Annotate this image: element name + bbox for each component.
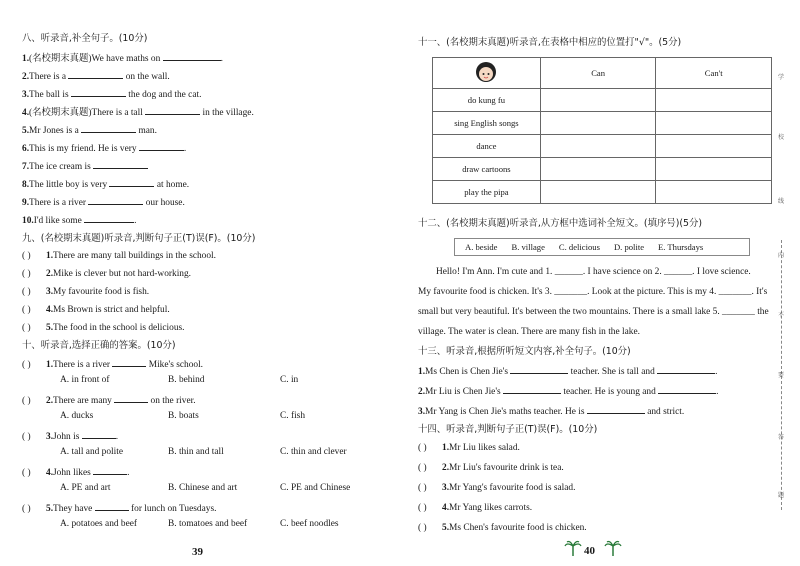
word-box (454, 238, 750, 256)
item-text-pre: Mr Liu is Chen Jie's (425, 387, 504, 397)
answer-blank[interactable] (587, 404, 645, 414)
item-text-post: man. (136, 126, 157, 136)
can-check-cell[interactable] (540, 112, 656, 135)
period: . (716, 387, 719, 397)
word-option: E. Thursdays (658, 242, 704, 252)
item-text-post: . (220, 54, 223, 64)
option-c: C. fish (280, 411, 306, 421)
item-number: 6. (22, 144, 30, 154)
item-number: 5. (46, 504, 54, 514)
choice-item (22, 357, 203, 371)
option-c: C. PE and Chinese (280, 483, 351, 493)
item-text-pre: The ice cream is (29, 162, 94, 172)
item-text: The food in the school is delicious. (53, 323, 185, 333)
option-b: B. behind (168, 375, 205, 385)
item-text-pre: The little boy is very (29, 180, 110, 190)
item-text-pre: There is a river (53, 360, 113, 370)
section-10-title: 十、听录音,选择正确的答案。(10分) (22, 340, 176, 351)
cant-check-cell[interactable] (656, 158, 772, 181)
item-text-pre: Ms Chen is Chen Jie's (425, 367, 511, 377)
answer-blank[interactable] (95, 501, 129, 511)
section-11-title: 十一、(名校期末真题)听录音,在表格中相应的位置打"√"。(5分) (418, 37, 682, 48)
item-number: 1. (442, 443, 450, 453)
fill-item (22, 123, 157, 137)
answer-blank[interactable] (657, 364, 715, 374)
item-text-post: . (183, 144, 187, 154)
section-14-title: 十四、听录音,判断句子正(T)误(F)。(10分) (418, 424, 598, 435)
judge-item (22, 322, 185, 334)
item-number: 5. (46, 323, 54, 333)
answer-paren[interactable]: ( ) (22, 504, 31, 514)
margin-label: 题 (778, 492, 785, 499)
item-text-post: teacher. She is tall and (568, 367, 658, 377)
option-a: A. potatoes and beef (60, 519, 138, 529)
judge-item (418, 442, 520, 454)
avatar-cell (433, 58, 541, 89)
item-text-post: on the river. (148, 396, 196, 406)
answer-blank[interactable] (114, 393, 148, 403)
cant-check-cell[interactable] (656, 89, 772, 112)
fill-item (22, 51, 223, 65)
judge-item (418, 482, 575, 494)
item-number: 4. (46, 468, 54, 478)
period: . (715, 367, 718, 377)
item-number: 4. (442, 503, 450, 513)
can-check-cell[interactable] (540, 135, 656, 158)
fill-item (22, 87, 201, 101)
answer-paren[interactable]: ( ) (418, 503, 427, 513)
item-text-post: at home. (154, 180, 190, 190)
margin-label: 内 (778, 252, 785, 259)
item-text-pre: (名校期末真题)We have maths on (29, 54, 163, 64)
item-number: 4. (46, 305, 54, 315)
answer-blank[interactable] (88, 195, 143, 205)
answer-blank[interactable] (163, 51, 221, 61)
section-9-title: 九、(名校期末真题)听录音,判断句子正(T)误(F)。(10分) (22, 233, 256, 244)
answer-blank[interactable] (68, 69, 123, 79)
answer-paren[interactable]: ( ) (22, 360, 31, 370)
page-number-left: 39 (192, 546, 203, 558)
fill-item (22, 159, 148, 173)
answer-blank[interactable] (71, 87, 126, 97)
passage-line: small but very beautiful. It's between the two mountains. There is a small lake 5. _______ the (418, 307, 769, 317)
answer-paren[interactable]: ( ) (22, 287, 31, 297)
choice-item (22, 429, 118, 443)
option-c: C. beef noodles (280, 519, 339, 529)
choice-item (22, 465, 129, 479)
cant-check-cell[interactable] (656, 112, 772, 135)
section-12-title: 十二、(名校期末真题)听录音,从方框中选词补全短文。(填序号)(5分) (418, 218, 703, 229)
item-number: 1. (418, 367, 426, 377)
item-text-pre: The ball is (29, 90, 71, 100)
passage-line: My favourite food is chicken. It's 3. _______. Look at the picture. This is my 4. _______. It's (418, 287, 768, 297)
item-number: 4. (22, 108, 30, 118)
answer-paren[interactable]: ( ) (22, 251, 31, 261)
passage-line: Hello! I'm Ann. I'm cute and 1. ______. I have science on 2. ______. I love science. (436, 267, 751, 277)
item-number: 7. (22, 162, 30, 172)
activity-cell: draw cartoons (433, 158, 541, 181)
answer-blank[interactable] (139, 141, 184, 151)
judge-item (22, 304, 170, 316)
answer-blank[interactable] (84, 213, 134, 223)
item-text-pre: John is (53, 432, 82, 442)
answer-paren[interactable]: ( ) (418, 463, 427, 473)
option-b: B. Chinese and art (168, 483, 238, 493)
answer-blank[interactable] (109, 177, 154, 187)
fill-item (418, 404, 684, 418)
activity-cell: sing English songs (433, 112, 541, 135)
answer-blank[interactable] (658, 384, 716, 394)
word-option: C. delicious (558, 242, 600, 252)
item-number: 2. (418, 387, 426, 397)
answer-paren[interactable]: ( ) (418, 443, 427, 453)
item-number: 1. (46, 251, 54, 261)
fill-item (22, 69, 170, 83)
answer-blank[interactable] (93, 159, 148, 169)
item-text-pre: (名校期末真题)There is a tall (29, 108, 146, 118)
item-text-pre: There is a river (29, 198, 89, 208)
judge-item (418, 502, 532, 514)
option-a: A. tall and polite (60, 447, 124, 457)
item-text-post: in the village. (200, 108, 254, 118)
option-a: A. PE and art (60, 483, 111, 493)
fill-item (22, 141, 186, 155)
cant-check-cell[interactable] (656, 181, 772, 204)
section-13-title: 十三、听录音,根据所听短文内容,补全句子。(10分) (418, 346, 631, 357)
item-text-post: . (115, 432, 119, 442)
judge-item (22, 286, 149, 298)
item-number: 3. (418, 407, 426, 417)
item-text-post: and strict. (644, 407, 685, 417)
palm-tree-icon (564, 540, 582, 556)
judge-item (22, 268, 191, 280)
option-b: B. tomatoes and beef (168, 519, 248, 529)
item-text-pre: I'd like some (33, 216, 85, 226)
ability-table (432, 57, 772, 204)
item-text-post: the dog and the cat. (125, 90, 202, 100)
answer-blank[interactable] (82, 429, 116, 439)
item-number: 1. (22, 54, 30, 64)
item-number: 2. (46, 396, 54, 406)
item-number: 2. (46, 269, 54, 279)
item-text-pre: Mr Jones is a (29, 126, 82, 136)
item-text-pre: This is my friend. He is very (29, 144, 139, 154)
item-text-post: for lunch on Tuesdays. (128, 504, 217, 514)
option-a: A. in front of (60, 375, 110, 385)
option-c: C. in (280, 375, 299, 385)
item-number: 3. (46, 432, 54, 442)
answer-paren[interactable]: ( ) (22, 323, 31, 333)
can-check-cell[interactable] (540, 89, 656, 112)
can-check-cell[interactable] (540, 181, 656, 204)
item-text: Mr Liu's favourite drink is tea. (449, 463, 564, 473)
activity-cell: play the pipa (433, 181, 541, 204)
item-text-post: . (134, 216, 137, 226)
activity-cell: do kung fu (433, 89, 541, 112)
item-number: 2. (442, 463, 450, 473)
item-text: Mr Yang's favourite food is salad. (449, 483, 576, 493)
item-number: 3. (22, 90, 30, 100)
item-text-post: teacher. He is young and (561, 387, 659, 397)
passage-line: village. The water is clean. There are many fish in the lake. (418, 327, 640, 337)
option-a: A. ducks (60, 411, 94, 421)
item-text: There are many tall buildings in the school. (53, 251, 217, 261)
item-text-pre: They have (53, 504, 95, 514)
answer-blank[interactable] (510, 364, 568, 374)
col-can: Can (540, 58, 656, 89)
word-option: B. village (511, 242, 545, 252)
option-b: B. thin and tall (168, 447, 224, 457)
item-text-post: . (127, 468, 130, 478)
margin-label: 不 (778, 312, 785, 319)
margin-label: 校 (778, 134, 785, 141)
answer-paren[interactable]: ( ) (418, 483, 427, 493)
item-text-post: on the wall. (123, 72, 170, 82)
option-b: B. boats (168, 411, 199, 421)
item-number: 2. (22, 72, 30, 82)
item-text: Mr Liu likes salad. (449, 443, 520, 453)
item-number: 5. (442, 523, 450, 533)
fill-item (418, 384, 718, 398)
activity-cell: dance (433, 135, 541, 158)
answer-paren[interactable]: ( ) (22, 305, 31, 315)
item-text: Ms Chen's favourite food is chicken. (449, 523, 587, 533)
margin-label: 线 (778, 198, 785, 205)
item-number: 5. (22, 126, 30, 136)
answer-paren[interactable]: ( ) (22, 432, 31, 442)
item-text: Ms Brown is strict and helpful. (53, 305, 170, 315)
fill-item (418, 364, 717, 378)
item-text: Mike is clever but not hard-working. (53, 269, 192, 279)
judge-item (418, 462, 564, 474)
item-number: 8. (22, 180, 30, 190)
answer-paren[interactable]: ( ) (418, 523, 427, 533)
word-option: A. beside (465, 242, 498, 252)
item-text-pre: There is a (29, 72, 69, 82)
margin-label: 要 (778, 372, 785, 379)
answer-paren[interactable]: ( ) (22, 468, 31, 478)
answer-blank[interactable] (112, 357, 146, 367)
palm-tree-icon (604, 540, 622, 556)
girl-avatar-icon (473, 59, 499, 85)
word-option: D. polite (613, 242, 645, 252)
fill-item (22, 177, 189, 191)
item-text-pre: There are many (53, 396, 115, 406)
item-text-post: Mike's school. (146, 360, 204, 370)
margin-label: 学 (778, 74, 785, 81)
item-number: 3. (442, 483, 450, 493)
item-text-pre: John likes (53, 468, 94, 478)
option-c: C. thin and clever (280, 447, 347, 457)
fill-item (22, 105, 254, 119)
item-text: Mr Yang likes carrots. (449, 503, 533, 513)
can-check-cell[interactable] (540, 158, 656, 181)
answer-blank[interactable] (503, 384, 561, 394)
margin-label: 答 (778, 434, 785, 441)
answer-paren[interactable]: ( ) (22, 396, 31, 406)
section-8-title: 八、听录音,补全句子。(10分) (22, 33, 148, 44)
item-number: 10. (22, 216, 34, 226)
fill-item (22, 195, 185, 209)
cant-check-cell[interactable] (656, 135, 772, 158)
judge-item (418, 522, 587, 534)
choice-item (22, 393, 196, 407)
fill-item (22, 213, 136, 227)
answer-blank[interactable] (145, 105, 200, 115)
item-number: 9. (22, 198, 30, 208)
page-number-right: 40 (584, 545, 595, 557)
item-text-post: our house. (143, 198, 185, 208)
judge-item (22, 250, 216, 262)
choice-item (22, 501, 216, 515)
answer-blank[interactable] (81, 123, 136, 133)
item-text: My favourite food is fish. (53, 287, 150, 297)
col-cant: Can't (656, 58, 772, 89)
answer-blank[interactable] (93, 465, 127, 475)
item-text-pre: Mr Yang is Chen Jie's maths teacher. He is (425, 407, 587, 417)
answer-paren[interactable]: ( ) (22, 269, 31, 279)
item-number: 1. (46, 360, 54, 370)
item-number: 3. (46, 287, 54, 297)
